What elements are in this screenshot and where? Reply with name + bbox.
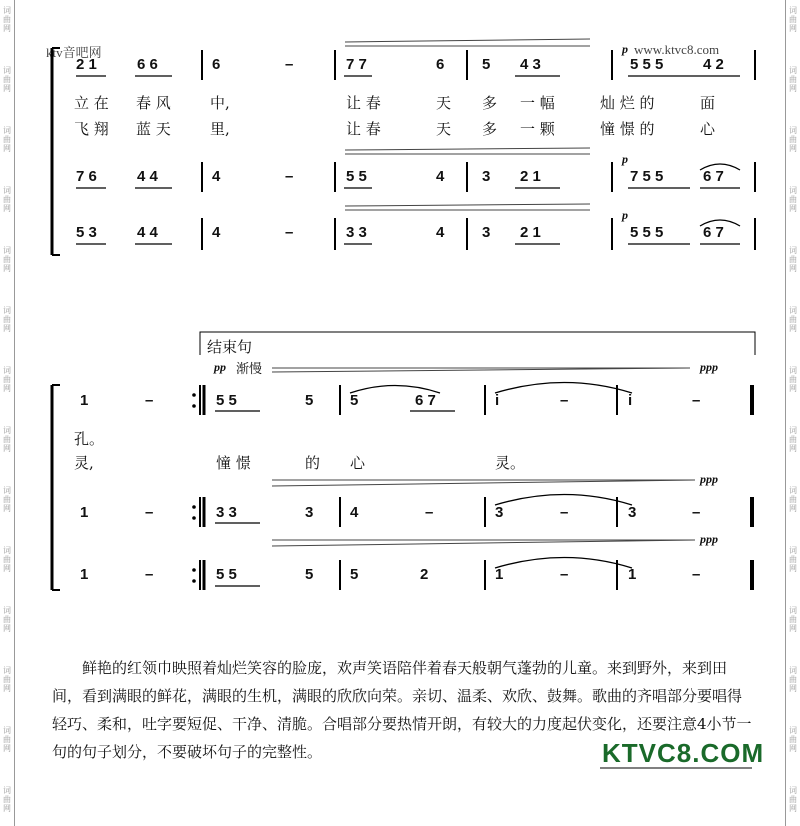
note: 5 5 xyxy=(216,566,237,583)
note: 5 xyxy=(482,56,491,73)
note: 3 3 xyxy=(216,504,237,521)
edge-watermark: 词 曲 网 xyxy=(3,306,11,333)
lyric: 灵, xyxy=(74,454,94,472)
note: i xyxy=(495,392,500,409)
description-paragraph: 鲜艳的红领巾映照着灿烂笑容的脸庞，欢声笑语陪伴着春天般朝气蓬勃的儿童。来到野外，来到田间，看到满眼的鲜花，满眼的生机，满眼的欣欣向荣。亲切、温柔、欢欣、鼓舞。歌曲的齐唱部分要唱得轻巧、柔和，吐字要短促、干净、清脆。合唱部分要热情开朗，有较大的力度起伏变化，还要注意4小节一句的句子划分，不要破坏句子的完整性。 xyxy=(52,659,752,761)
note: 2 1 xyxy=(520,168,541,185)
note: 1 xyxy=(80,566,89,583)
lyric: 一 颗 xyxy=(520,120,555,138)
edge-watermark: 词 曲 网 xyxy=(3,366,11,393)
lyric: 立 在 xyxy=(74,94,109,112)
rest: – xyxy=(285,56,294,73)
edge-watermark: 词 曲 网 xyxy=(3,66,11,93)
note: 2 1 xyxy=(76,56,97,73)
lyric: 春 风 xyxy=(136,94,171,112)
lyric: 天 xyxy=(436,120,452,138)
note: 5 5 5 xyxy=(630,56,664,73)
rest: – xyxy=(425,504,434,521)
lyric: 憧 憬 的 xyxy=(600,120,655,138)
note: 6 7 xyxy=(703,168,724,185)
edge-watermark: 词 曲 网 xyxy=(789,126,797,153)
lyric: 天 xyxy=(436,94,452,112)
lyric: 让 春 xyxy=(346,120,381,138)
note: 7 7 xyxy=(346,56,367,73)
rest: – xyxy=(560,392,569,409)
rest: – xyxy=(145,504,154,521)
note: 5 5 xyxy=(346,168,367,185)
edge-watermark: 词 曲 网 xyxy=(3,186,11,213)
note: 3 xyxy=(482,168,491,185)
edge-watermark: 词 曲 网 xyxy=(3,6,11,33)
note: 5 xyxy=(305,392,314,409)
edge-watermark: 词 曲 网 xyxy=(3,126,11,153)
edge-watermark: 词 曲 网 xyxy=(789,486,797,513)
note: 3 3 xyxy=(346,224,367,241)
note: 6 xyxy=(436,56,445,73)
dynamic-mark: p xyxy=(622,152,628,166)
edge-watermark: 词 曲 网 xyxy=(3,426,11,453)
lyric: 灿 烂 的 xyxy=(600,94,655,112)
lyric: 灵。 xyxy=(495,454,526,472)
note: 6 6 xyxy=(137,56,158,73)
note: 1 xyxy=(80,392,89,409)
edge-watermark: 词 曲 网 xyxy=(789,6,797,33)
note: 4 2 xyxy=(703,56,724,73)
dynamic-mark: ppp xyxy=(700,360,718,374)
edge-watermark: 词 曲 网 xyxy=(789,726,797,753)
note: 4 4 xyxy=(137,224,158,241)
edge-watermark: 词 曲 网 xyxy=(789,546,797,573)
lyric: 飞 翔 xyxy=(74,120,109,138)
rest: – xyxy=(692,504,701,521)
note: 4 3 xyxy=(520,56,541,73)
note: 4 4 xyxy=(137,168,158,185)
rest: – xyxy=(560,566,569,583)
note: 5 xyxy=(350,392,359,409)
rest: – xyxy=(145,392,154,409)
edge-watermark: 词 曲 网 xyxy=(789,306,797,333)
lyric: 蓝 天 xyxy=(136,120,171,138)
edge-watermark: 词 曲 网 xyxy=(3,726,11,753)
edge-watermark: 词 曲 网 xyxy=(3,546,11,573)
lyric: 的 xyxy=(305,454,321,472)
rest: – xyxy=(692,392,701,409)
lyric: 心 xyxy=(350,454,366,472)
dynamic-mark: p xyxy=(622,42,628,56)
rest: – xyxy=(285,224,294,241)
lyric: 让 春 xyxy=(346,94,381,112)
note: 4 xyxy=(436,224,445,241)
site-logo: KTVC8.COM xyxy=(602,738,765,768)
note: 4 xyxy=(350,504,359,521)
edge-watermark: 词 曲 网 xyxy=(789,426,797,453)
edge-watermark: 词 曲 网 xyxy=(789,66,797,93)
note: 3 xyxy=(628,504,637,521)
note: 3 xyxy=(305,504,314,521)
note: 6 xyxy=(212,56,221,73)
lyric: 面 xyxy=(700,94,716,112)
edge-watermark: 词 曲 网 xyxy=(789,666,797,693)
lyric: 中, xyxy=(210,94,230,112)
note: 5 3 xyxy=(76,224,97,241)
dynamic-mark: pp xyxy=(214,360,226,374)
lyric: 憧 憬 xyxy=(216,454,251,472)
dynamic-mark: ppp xyxy=(700,472,718,486)
tempo-mark: 渐慢 xyxy=(236,362,263,377)
dynamic-mark: p xyxy=(622,208,628,222)
edge-watermark: 词 曲 网 xyxy=(789,786,797,813)
note: 2 xyxy=(420,566,429,583)
watermark-right: www.ktvc8.com xyxy=(634,42,720,57)
note: 3 xyxy=(495,504,504,521)
edge-watermark: 词 曲 网 xyxy=(3,786,11,813)
lyric: 心 xyxy=(700,120,716,138)
note: 5 5 xyxy=(216,392,237,409)
note: 2 1 xyxy=(520,224,541,241)
section-label: 结束句 xyxy=(207,338,253,356)
note: 1 xyxy=(495,566,504,583)
note: 7 6 xyxy=(76,168,97,185)
edge-watermark: 词 曲 网 xyxy=(3,246,11,273)
edge-watermark: 词 曲 网 xyxy=(3,606,11,633)
edge-watermark: 词 曲 网 xyxy=(789,366,797,393)
note: 7 5 5 xyxy=(630,168,664,185)
watermark-left: ktv音吧网 xyxy=(46,45,102,60)
edge-watermark: 词 曲 网 xyxy=(3,486,11,513)
note: i xyxy=(628,392,633,409)
lyric: 多 xyxy=(482,94,498,112)
note: 4 xyxy=(436,168,445,185)
edge-watermark: 词 曲 网 xyxy=(789,606,797,633)
note: 4 xyxy=(212,224,221,241)
note: 6 7 xyxy=(415,392,436,409)
note: 6 7 xyxy=(703,224,724,241)
edge-watermark: 词 曲 网 xyxy=(789,186,797,213)
note: 5 5 5 xyxy=(630,224,664,241)
lyric: 多 xyxy=(482,120,498,138)
note: 5 xyxy=(350,566,359,583)
rest: – xyxy=(692,566,701,583)
note: 5 xyxy=(305,566,314,583)
rest: – xyxy=(560,504,569,521)
note: 1 xyxy=(80,504,89,521)
rest: – xyxy=(145,566,154,583)
lyric: 里, xyxy=(210,120,230,138)
note: 4 xyxy=(212,168,221,185)
note: 1 xyxy=(628,566,637,583)
edge-watermark: 词 曲 网 xyxy=(3,666,11,693)
rest: – xyxy=(285,168,294,185)
lyric: 孔。 xyxy=(74,430,105,448)
note: 3 xyxy=(482,224,491,241)
lyric: 一 幅 xyxy=(520,94,555,112)
edge-watermark: 词 曲 网 xyxy=(789,246,797,273)
dynamic-mark: ppp xyxy=(700,532,718,546)
